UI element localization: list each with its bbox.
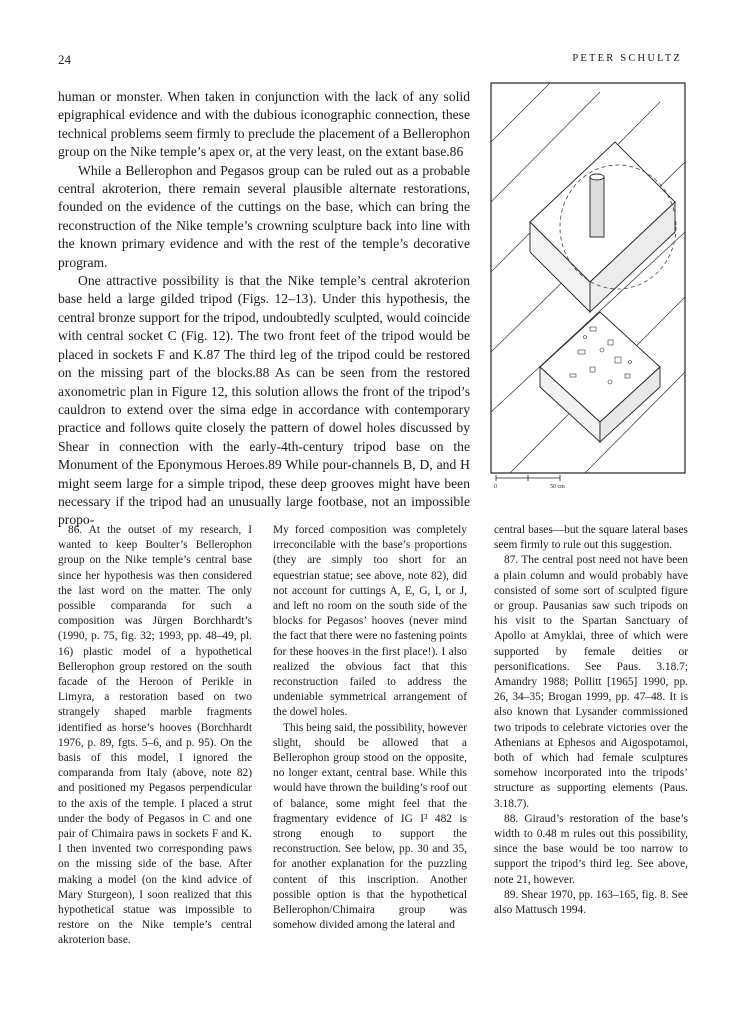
footnote-87: 87. The central post need not have been a plain column and would probably have consisted of some sort of sculpted figure or group. Pausanias saw such tripods on his visit to the Spartan Sanctuary of Apollo at Amyklai, three of which were supported by female deities or personifications. See Paus. 3.18.7; Amandry 1988; Pollitt [1965] 1990, pp. 26, 34–35; Brogan 1999, pp. 47–48. It is also known that Lysander commissioned two tripods to celebrate victories over the Athenians at Ephesos and Aigospotamoi, both of which had female sculptures somehow incorporated into the tripods’ structure as supporting elements (Paus. 3.18.7). [494, 554, 688, 810]
main-text [58, 88, 470, 530]
lower-block [540, 312, 660, 442]
footnote-column-3 [494, 523, 688, 918]
paragraph: human or monster. When taken in conjunction with the lack of any solid epigraphical evidence and with the dubious iconographic connection, these technical problems seem firmly to preclude the placement of a Bellerophon group on the Nike temple’s apex or, at the very least, on the extant base.86 [58, 89, 470, 160]
central-post [590, 174, 604, 237]
axonometric-plan-figure [490, 82, 686, 490]
footnote-continuation: My forced composition was completely irreconcilable with the base’s proportions (they are simply too short for an equestrian statue; see above, note 82), did not account for cuttings A, E, G, I, or J, and left no room on the south side of the blocks for Pegasos’ hooves (never mind the fact that there were no fastening points for these hooves in the first place!). I also realized the obvious fact that this reconstruction failed to address the undeniable symmetrical arrangement of the dowel holes. [273, 524, 467, 719]
footnote-88: 88. Giraud’s restoration of the base’s width to 0.48 m rules out this possibility, since the base would be too narrow to support the tripod’s third leg. See above, note 21, however. [494, 812, 688, 886]
paragraph: While a Bellerophon and Pegasos group can be ruled out as a probable central akroterion, there remain several plausible alternate restorations, founded on the evidence of the cuttings on the base, which can bring the reconstruction of the Nike temple’s crowning sculpture back into line with the known primary evidence and with the rest of the temple’s decorative program. [58, 162, 470, 270]
page-number: 24 [58, 52, 71, 67]
footnote-continuation: central bases—but the square lateral bases seem firmly to rule out this suggestion. [494, 524, 688, 552]
footnote-86: 86. At the outset of my research, I wanted to keep Boulter’s Bellerophon group on the Nike temple’s central base since her hypothesis was then considered the last word on the matter. The only possible comparanda for such a composition was Jürgen Borchhardt’s (1990, p. 75, fig. 32; 1993, pp. 48–49, pl. 16) plastic model of a hypothetical Bellerophon group restored on the south facade of the Heroon of Perikle in Limyra, a restoration based on two strangely shaped marble fragments identified as horse’s hooves (Borchhardt 1976, p. 89, fgts. 5–6, and p. 95). On the basis of this model, I ignored the comparanda from Italy (above, note 82) and positioned my Pegasos perpendicular to the axis of the temple. I placed a strut under the body of Pegasos in C and one pair of Chimaira paws in sockets F and K. I then invented two corresponding paws on the missing side of the base. After making a model (on the kind advice of Mary Sturgeon), I soon realized that this hypothetical statue was impossible to restore on the Nike temple’s central akroterion base. [58, 524, 252, 947]
paragraph: One attractive possibility is that the Nike temple’s central akroterion base held a large gilded tripod (Figs. 12–13). Under this hypothesis, the central bronze support for the tripod, undoubtedly sculpted, would coincide with central socket C (Fig. 12). The two front feet of the tripod would be placed in sockets F and K.87 The third leg of the tripod could be restored on the missing part of the blocks.88 As can be seen from the restored axonometric plan in Figure 12, this solution allows the front of the tripod’s cauldron to extend over the sima edge in accordance with contemporary practice and follows quite closely the pattern of dowel holes discussed by Shear in connection with the early-4th-century tripod base on the Monument of the Eponymous Heroes.89 While pour-channels B, D, and H might seem large for a simple tripod, these deep grooves might have been necessary if the tripod had an unusually large footbase, not an impossible propo- [58, 273, 470, 528]
footnote-column-2 [273, 523, 467, 933]
running-head: PETER SCHULTZ [572, 53, 682, 64]
scale-label-end: 50 cm [550, 484, 565, 490]
footnote-continuation: This being said, the possibility, however slight, should be allowed that a Bellerophon group stood on the opposite, no longer extant, central base. While this would have thrown the building’s roof out of balance, some might feel that the fragmentary evidence of IG I³ 482 is strong enough to support the reconstruction. See below, pp. 30 and 35, for another explanation for the puzzling content of this inscription. Another possible option is that the hypothetical Bellerophon/Chimaira group was somehow divided among the lateral and [273, 721, 467, 932]
scale-label-start: 0 [494, 484, 497, 490]
scale-bar [496, 475, 560, 481]
footnote-89: 89. Shear 1970, pp. 163–165, fig. 8. See also Mattusch 1994. [494, 888, 688, 917]
footnote-column-1 [58, 523, 252, 949]
axonometric-plan-drawing [490, 82, 686, 490]
page-header [58, 52, 682, 72]
